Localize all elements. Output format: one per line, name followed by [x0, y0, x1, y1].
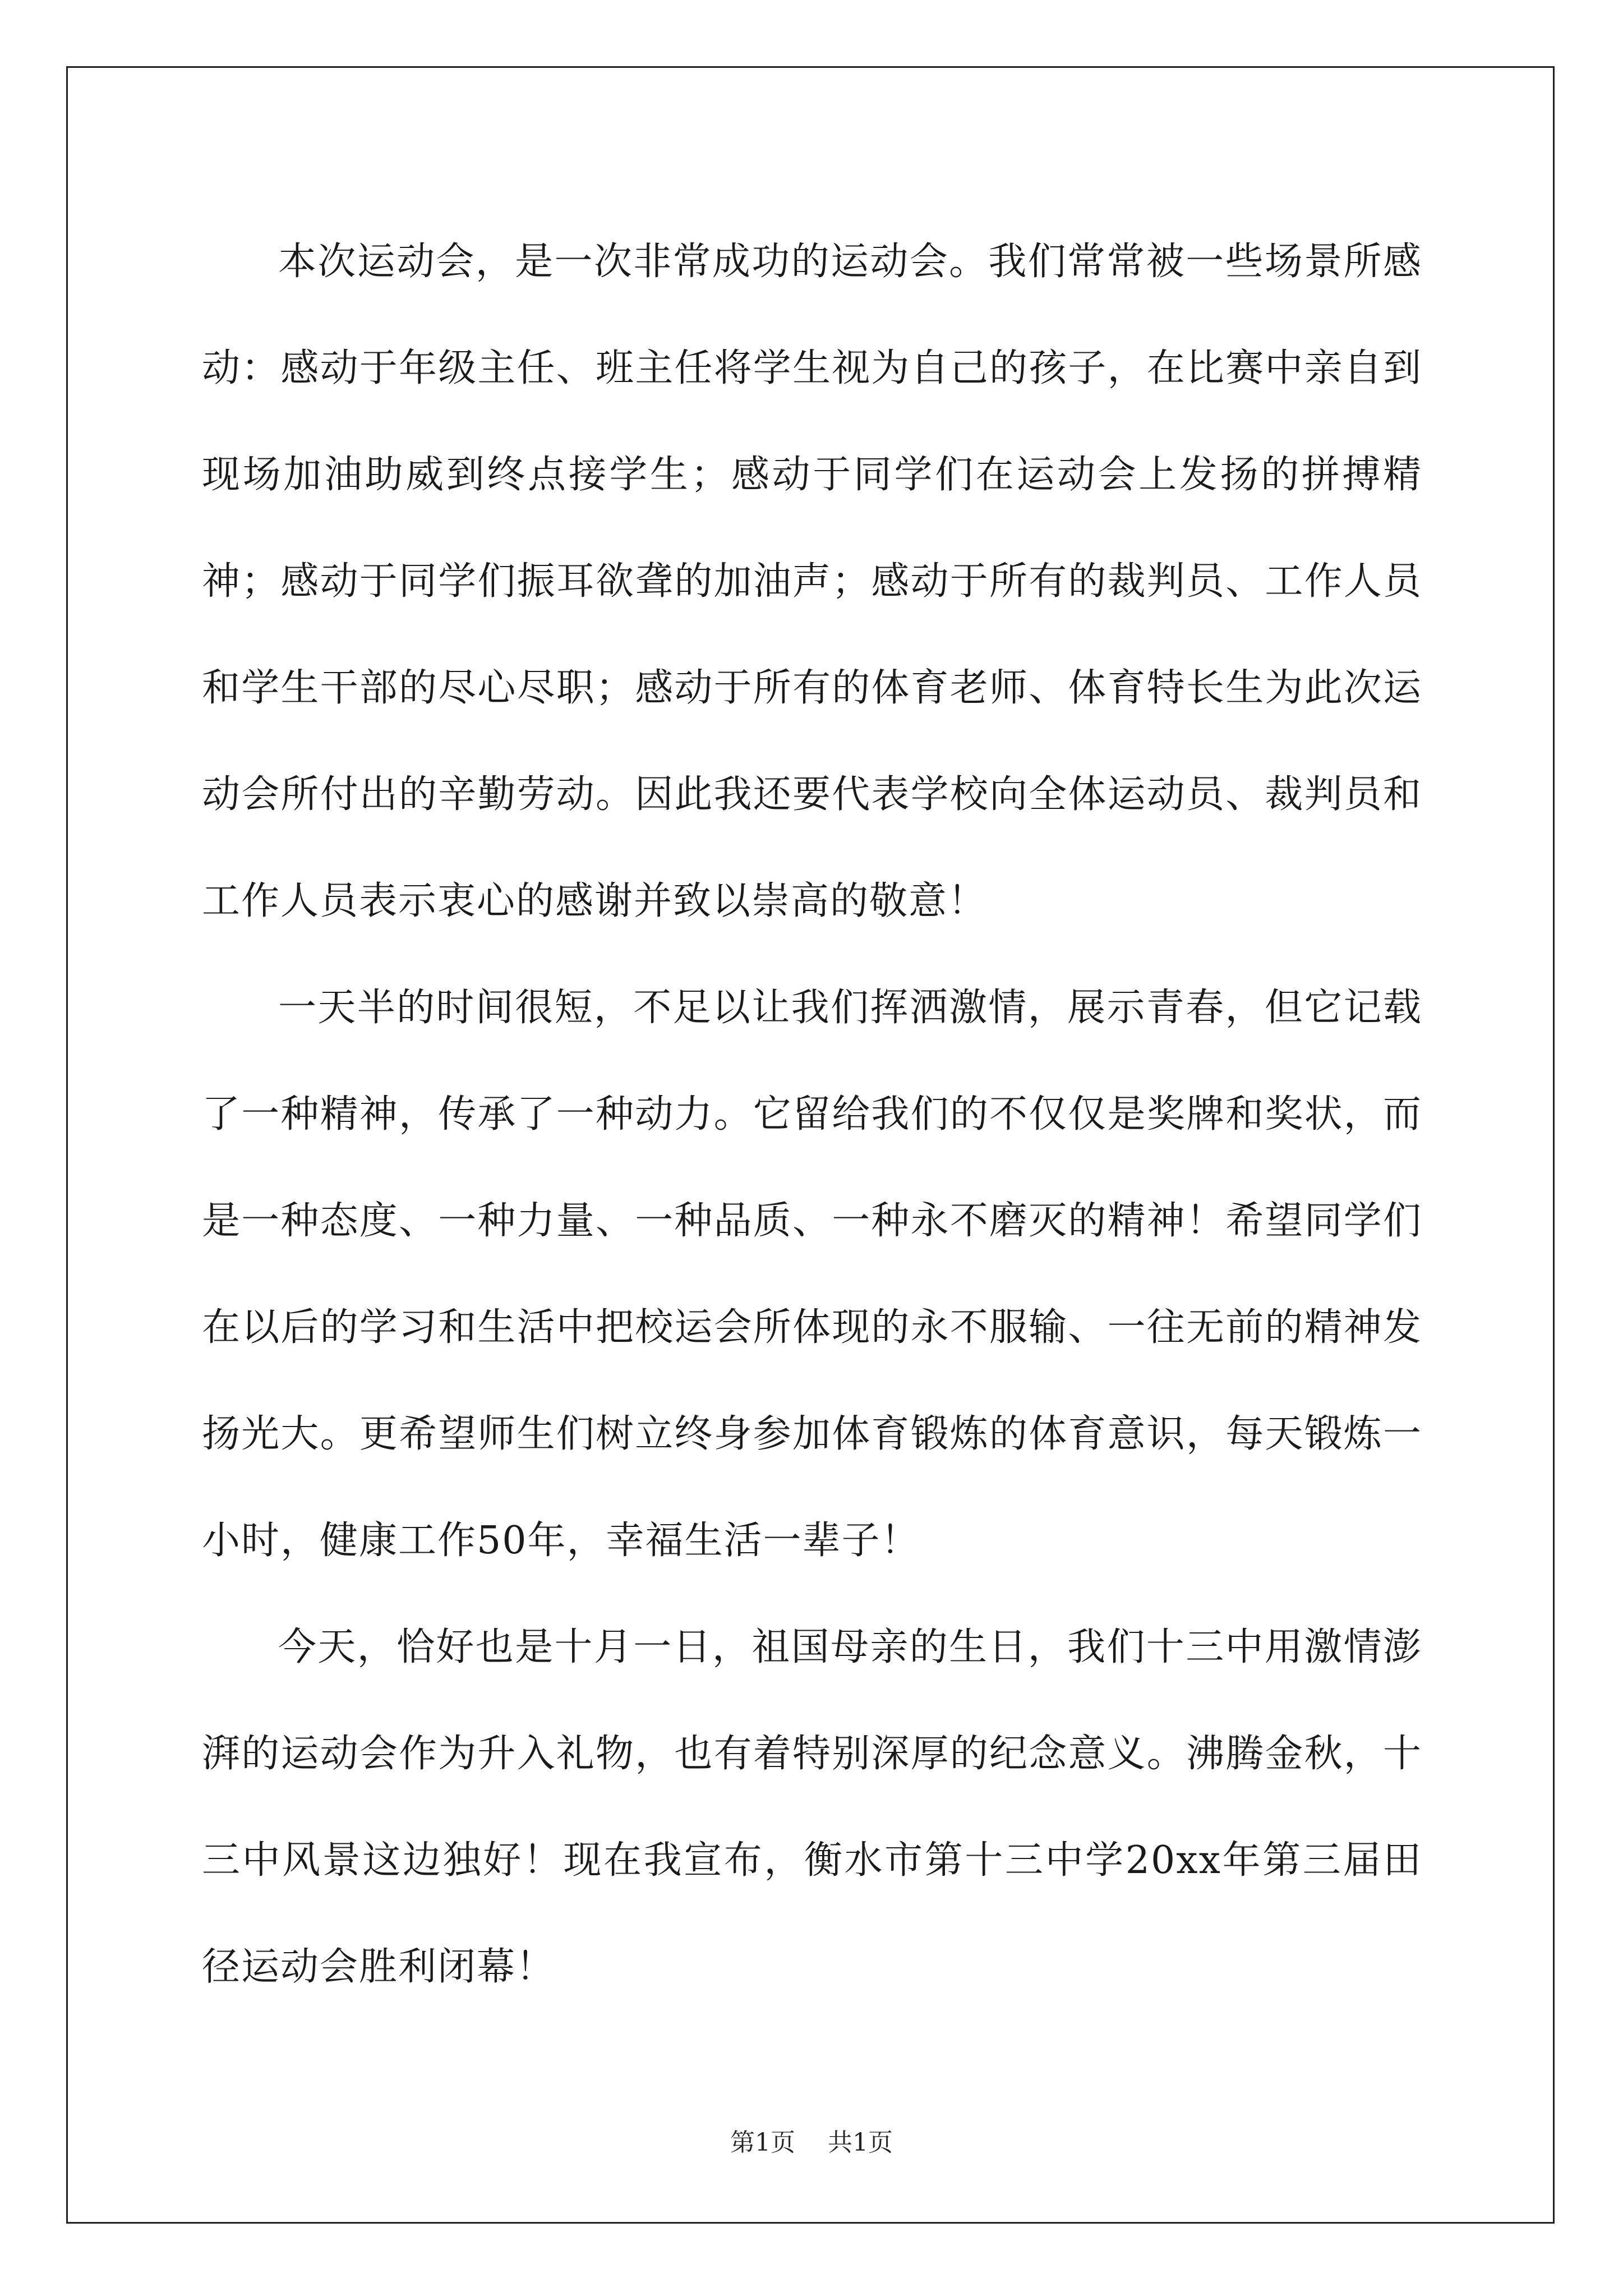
page-total: 共1页 [828, 2128, 893, 2157]
page-number: 第1页 [730, 2128, 795, 2157]
paragraph-2: 一天半的时间很短，不足以让我们挥洒激情，展示青春，但它记载了一种精神，传承了一种动力。它留给我们的不仅仅是奖牌和奖状，而是一种态度、一种力量、一种品质、一种永不磨灭的精神！希望同学们在以后的学习和生活中把校运会所体现的永不服输、一往无前的精神发扬光大。更希望师生们树立终身参加体育锻炼的体育意识，每天锻炼一小时，健康工作50年，幸福生活一辈子！ [202, 986, 1422, 1563]
paragraph-3: 今天，恰好也是十月一日，祖国母亲的生日，我们十三中用激情澎湃的运动会作为升入礼物，也有着特别深厚的纪念意义。沸腾金秋，十三中风景这边独好！现在我宣布，衡水市第十三中学20xx年第三届田径运动会胜利闭幕！ [202, 1625, 1422, 1989]
document-body [202, 209, 1422, 2021]
page-footer [0, 2126, 1623, 2160]
paragraph-1: 本次运动会，是一次非常成功的运动会。我们常常被一些场景所感动：感动于年级主任、班主任将学生视为自己的孩子，在比赛中亲自到现场加油助威到终点接学生；感动于同学们在运动会上发扬的拼搏精神；感动于同学们振耳欲聋的加油声；感动于所有的裁判员、工作人员和学生干部的尽心尽职；感动于所有的体育老师、体育特长生为此次运动会所付出的辛勤劳动。因此我还要代表学校向全体运动员、裁判员和工作人员表示衷心的感谢并致以崇高的敬意！ [202, 240, 1422, 923]
